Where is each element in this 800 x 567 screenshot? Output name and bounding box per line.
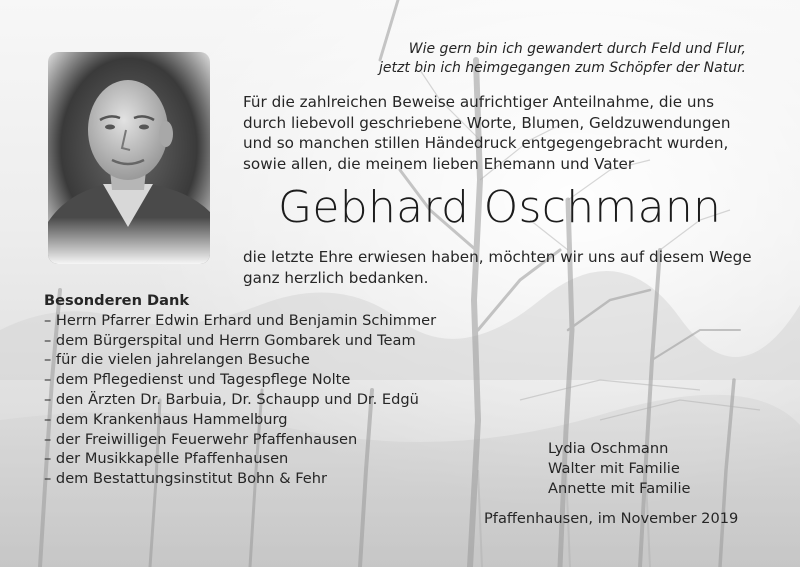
signer-name: Annette mit Familie xyxy=(548,479,691,497)
thanks-item: – Herrn Pfarrer Edwin Erhard und Benjamin Schimmer xyxy=(44,311,437,329)
thanks-item: – dem Bürgerspital und Herrn Gombarek und Team xyxy=(44,331,416,349)
thanks-item: – dem Pflegedienst und Tagespflege Nolte xyxy=(44,371,351,389)
closing-line: die letzte Ehre erwiesen haben, möchten wir uns auf diesem Wege xyxy=(243,248,752,266)
special-thanks xyxy=(44,291,436,489)
thanks-item: – der Freiwilligen Feuerwehr Pfaffenhausen xyxy=(44,430,358,448)
closing-line: ganz herzlich bedanken. xyxy=(243,268,429,287)
memorial-verse xyxy=(379,40,746,78)
verse-line: jetzt bin ich heimgegangen zum Schöpfer der Natur. xyxy=(379,60,746,76)
thanks-item: – dem Krankenhaus Hammelburg xyxy=(44,410,288,428)
special-thanks-list xyxy=(44,311,436,489)
acknowledgement-text xyxy=(243,92,763,174)
verse-line: Wie gern bin ich gewandert durch Feld und Flur, xyxy=(408,41,746,57)
thanks-item: – der Musikkapelle Pfaffenhausen xyxy=(44,450,289,468)
acknowledgement-line: durch liebevoll geschriebene Worte, Blumen, Geldzuwendungen xyxy=(243,113,731,132)
deceased-name: Gebhard Oschmann xyxy=(278,182,722,233)
signer-name: Walter mit Familie xyxy=(548,459,680,477)
thanks-item: – für die vielen jahrelangen Besuche xyxy=(44,351,310,369)
acknowledgement-line: Für die zahlreichen Beweise aufrichtiger Anteilnahme, die uns xyxy=(243,93,715,111)
thanks-item: – den Ärzten Dr. Barbuia, Dr. Schaupp und Dr. Edgü xyxy=(44,390,419,408)
signer-name: Lydia Oschmann xyxy=(548,440,669,457)
closing-text xyxy=(243,247,752,288)
place-and-date: Pfaffenhausen, im November 2019 xyxy=(484,510,739,527)
signers xyxy=(548,439,691,498)
acknowledgement-line: sowie allen, die meinem lieben Ehemann und Vater xyxy=(243,154,635,173)
thanks-item: – dem Bestattungsinstitut Bohn & Fehr xyxy=(44,470,328,488)
special-thanks-heading: Besonderen Dank xyxy=(44,292,190,309)
portrait-photo xyxy=(48,52,210,264)
acknowledgement-line: und so manchen stillen Händedruck entgegengebracht wurden, xyxy=(243,134,729,152)
